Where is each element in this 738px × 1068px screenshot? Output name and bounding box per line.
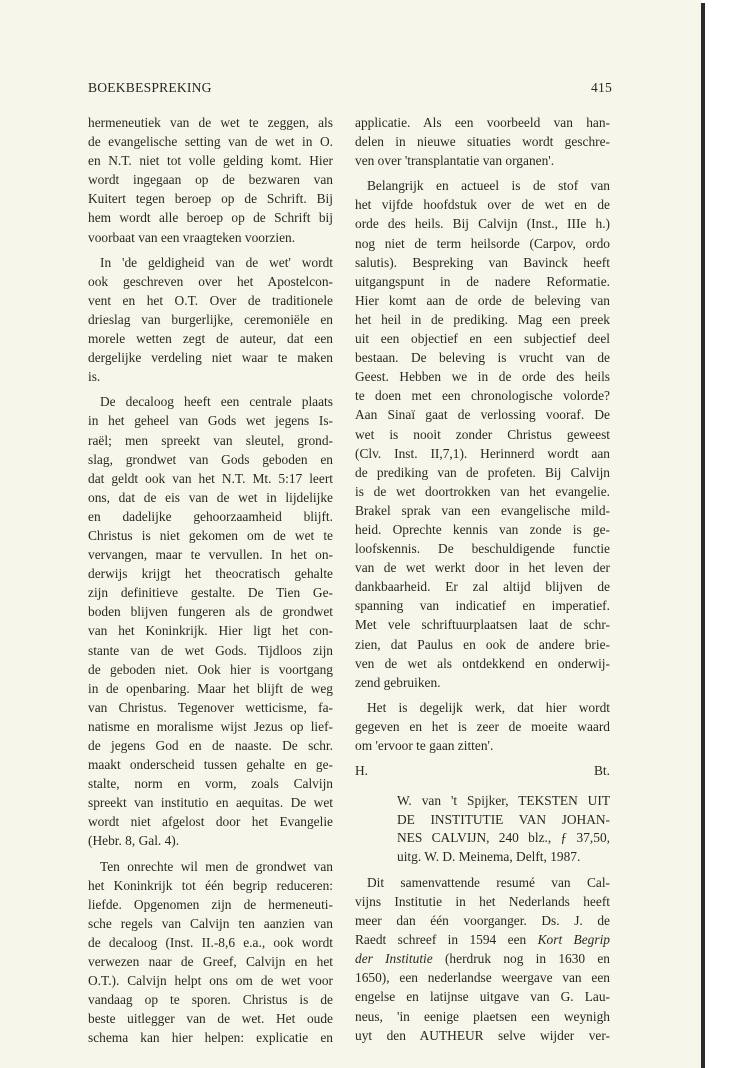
review-heading <box>355 792 610 867</box>
text-line: morele wetten zegt de auteur, dat een <box>88 331 333 347</box>
text-line: de prediking van de profeten. Bij Calvijn <box>355 464 610 480</box>
text-line: Ten onrechte wil men de grondwet van <box>100 858 333 874</box>
text-line <box>355 949 610 968</box>
paragraph <box>355 698 610 755</box>
text-line: loofskennis. De beschuldigende functie <box>355 541 610 557</box>
text-line: van de wet werkt door in het leven der <box>355 560 610 576</box>
text-line: dankbaarheid. Er zal altijd blijven de <box>355 579 610 595</box>
text-line: wet is nooit zonder Christus geweest <box>355 426 610 442</box>
text-line: ven over 'transplantatie van organen'. <box>355 153 555 169</box>
text-segment: Raedt schreef in 1594 een <box>355 932 538 948</box>
signature-right: Bt. <box>594 763 610 779</box>
paragraph <box>88 113 333 247</box>
text-line: vent en het O.T. Over de traditionele <box>88 292 333 308</box>
text-line: is de wet doortrokken van het evangelie. <box>355 483 610 499</box>
text-line: dat geldt ook van het N.T. Mt. 5:17 leert <box>88 470 333 486</box>
text-line <box>355 930 610 949</box>
text-line: gegeven en het is zeer de moeite waard <box>355 718 610 734</box>
text-line: Kuitert tegen beroep op de Schrift. Bij <box>88 191 333 207</box>
scan-border <box>701 3 705 1068</box>
text-line: vandaag op te sporen. Christus is de <box>88 992 333 1008</box>
text-line: Dit samenvattende resumé van Cal- <box>367 874 610 890</box>
text-line: het Koninkrijk tot één begrip reduceren: <box>88 877 333 893</box>
left-column <box>88 113 333 1054</box>
text-line: Geest. Hebben we in de orde des heils <box>355 369 610 385</box>
reviewer-signature <box>355 761 610 780</box>
text-line: W. van 't Spijker, TEKSTEN UIT <box>397 793 610 809</box>
text-line: stalte, norm en vorm, zoals Calvijn <box>88 776 333 792</box>
text-line: delen in nieuwe situaties wordt geschre- <box>355 134 610 150</box>
text-line: spreekt van institutio en aequitas. De wet <box>88 795 333 811</box>
text-line: O.T.). Calvijn helpt ons om de wet voor <box>88 973 333 989</box>
text-line: Hier komt aan de orde de beleving van <box>355 292 610 308</box>
text-line: orde des heils. Bij Calvijn (Inst., IIIe h.) <box>355 216 610 232</box>
text-line: uit een objectief en een subjectief deel <box>355 331 610 347</box>
text-line: nog niet de term heilsorde (Carpov, ordo <box>355 235 610 251</box>
text-line: applicatie. Als een voorbeeld van han- <box>355 115 610 130</box>
paragraph <box>88 253 333 387</box>
text-line: Brakel sprak van een evangelische mild- <box>355 502 610 518</box>
text-line: boden blijven fungeren als de grondwet <box>88 604 333 620</box>
text-line: verwezen naar de Greef, Calvijn en het <box>88 954 333 970</box>
text-line: derwijs krijgt het theocratisch gehalte <box>88 566 333 582</box>
text-line: stante van de wet Gods. Tijdloos zijn <box>88 642 333 658</box>
text-line: Christus is niet gekomen om de wet te <box>88 527 333 543</box>
text-line: vervangen, maar te vervullen. In het on- <box>88 547 333 563</box>
text-line: hem wordt alle beroep op de Schrift bij <box>88 210 333 226</box>
text-line: sche regels van Calvijn ten aanzien van <box>88 915 333 931</box>
text-line: beste uitlegger van de wet. Het oude <box>88 1011 333 1027</box>
text-line: is. <box>88 369 101 385</box>
book-title-italic: Kort Begrip <box>537 932 610 948</box>
text-line: maakt onderscheid tussen gehalte en ge- <box>88 757 333 773</box>
text-line: het heil in de prediking. Mag een preek <box>355 311 610 327</box>
text-line: dergelijke verdeling niet waar te maken <box>88 350 333 366</box>
text-line: Het is degelijk werk, dat hier wordt <box>367 699 610 715</box>
text-line: zien, dat Paulus en ook de andere brie- <box>355 636 610 652</box>
text-line: om 'ervoor te gaan zitten'. <box>355 738 494 753</box>
text-line: wordt niet afgelost door het Evangelie <box>88 814 333 830</box>
text-line: raël; men spreekt van sleutel, grond- <box>88 432 333 448</box>
paragraph <box>88 392 333 850</box>
text-line: de evangelische setting van de wet in O. <box>88 134 333 150</box>
text-line: ven de wet als ontdekkend en onderwij- <box>355 655 610 671</box>
text-line: uitgangspunt in de nadere Reformatie. <box>355 273 610 289</box>
text-line: in het geheel van Gods wet jegens Is- <box>88 413 333 429</box>
text-line: spanning van indicatief en imperatief. <box>355 598 610 614</box>
text-line: te doen met een chronologische volorde? <box>355 388 610 404</box>
text-line: hermeneutiek van de wet te zeggen, als <box>88 115 333 130</box>
text-line: DE INSTITUTIE VAN JOHAN- <box>397 811 610 827</box>
text-line: van Christus. Tegenover wetticisme, fa- <box>88 699 333 715</box>
text-line: In 'de geldigheid van de wet' wordt <box>100 254 333 270</box>
text-line: (Hebr. 8, Gal. 4). <box>88 833 180 849</box>
text-segment: (herdruk nog in 1630 en <box>432 951 610 967</box>
text-line: vijns Institutie in het Nederlands heeft <box>355 893 610 909</box>
page-number: 415 <box>591 80 612 95</box>
text-line: het vijfde hoofdstuk over de wet en de <box>355 197 610 213</box>
text-line: en dadelijke gehoorzaamheid blijft. <box>88 508 333 524</box>
text-line: uitg. W. D. Meinema, Delft, 1987. <box>397 849 581 865</box>
review-continuation <box>355 113 610 755</box>
text-line: de jegens God en de naaste. De schr. <box>88 738 333 753</box>
signature-left: H. <box>355 763 369 779</box>
text-line: engelse en latijnse uitgave van G. Lau- <box>355 989 610 1005</box>
text-line: en N.T. niet tot volle gelding komt. Hier <box>88 153 333 169</box>
text-line: heid. Oprechte kennis van zonde is ge- <box>355 521 610 537</box>
right-column <box>355 113 610 1051</box>
text-line: zijn definitieve gestalte. De Tien Ge- <box>88 585 333 601</box>
text-line: ook geschreven over het Apostelcon- <box>88 273 333 289</box>
text-line: ons, dat de eis van de wet in lijdelijke <box>88 489 333 505</box>
text-line: neus, 'in eenige plaetsen een weynigh <box>355 1008 610 1024</box>
text-line: uyt den AUTHEUR selve wijder ver- <box>355 1027 610 1043</box>
text-line: de decaloog (Inst. II.-8,6 e.a., ook wordt <box>88 934 333 950</box>
text-line: liefde. Opgenomen zijn de hermeneuti- <box>88 896 333 912</box>
paragraph <box>88 857 333 1048</box>
text-line: (Clv. Inst. II,7,1). Herinnerd wordt aan <box>355 445 610 461</box>
text-line: in de openbaring. Maar het blijft de weg <box>88 680 333 696</box>
text-line: 1650), een nederlandse weergave van een <box>355 970 610 986</box>
paragraph <box>355 873 610 1045</box>
text-line: NES CALVIJN, 240 blz., ƒ 37,50, <box>397 830 610 846</box>
paragraph <box>355 176 610 692</box>
text-line: van het Koninkrijk. Hier ligt het con- <box>88 623 333 639</box>
text-line: bestaan. De beleving is vrucht van de <box>355 350 610 366</box>
text-line: natisme en moralisme wijst Jezus op lief- <box>88 718 333 734</box>
book-title-italic: der Institutie <box>355 951 433 967</box>
text-line: schema kan hier helpen: explicatie en <box>88 1030 333 1046</box>
text-line: Met vele schriftuurplaatsen laat de schr- <box>355 617 610 633</box>
text-line: salutis). Bespreking van Bavinck heeft <box>355 254 610 270</box>
running-header-section: BOEKBESPREKING <box>88 80 212 95</box>
paragraph <box>355 113 610 170</box>
text-line: De decaloog heeft een centrale plaats <box>100 394 333 410</box>
text-line: de geboden niet. Ook hier is voortgang <box>88 661 333 677</box>
text-line: wordt ingegaan op de bezwaren van <box>88 172 333 188</box>
text-line: zend gebruiken. <box>355 674 441 690</box>
text-line: slag, grondwet van Gods geboden en <box>88 451 333 467</box>
text-line: Aan Sinaï gaat de verlossing vooraf. De <box>355 407 610 423</box>
text-line: drieslag van burgerlijke, ceremoniële en <box>88 311 333 327</box>
text-line: Belangrijk en actueel is de stof van <box>367 178 610 194</box>
text-line: voorbaat van een vraagteken voorzien. <box>88 229 296 245</box>
text-line: meer dan één voorganger. Ds. J. de <box>355 913 610 929</box>
